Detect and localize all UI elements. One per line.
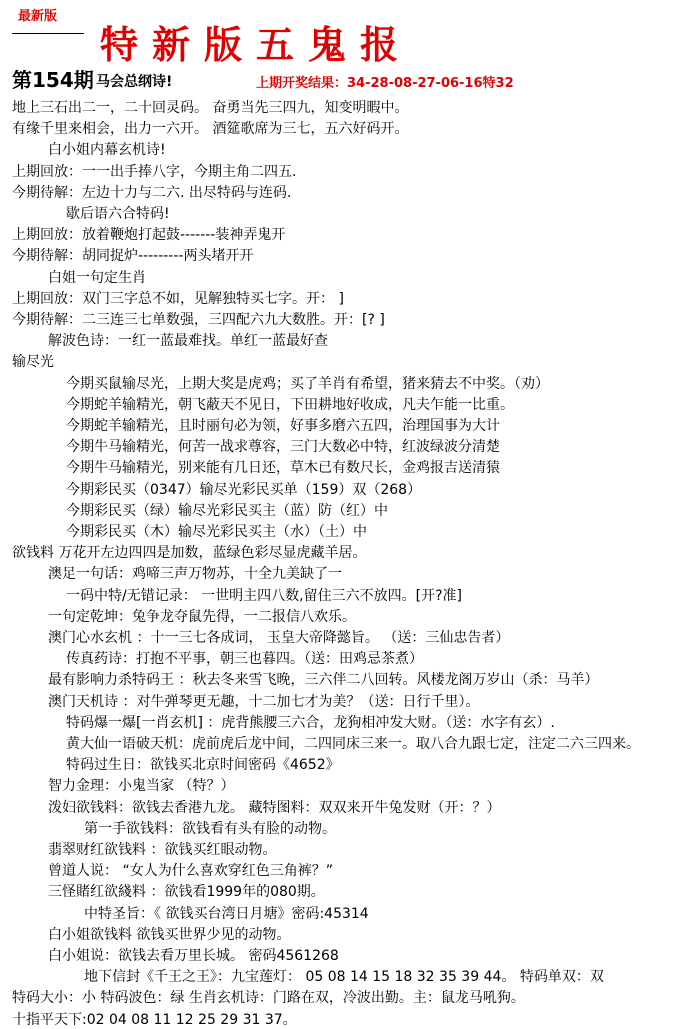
text-line: 地上三石出二一，二十回灵码。 奋勇当先三四九，知变明暇中。 xyxy=(12,100,409,116)
text-line: 白姐一句定生肖 xyxy=(48,270,146,286)
text-line: 今期牛马输精光，何苦一战求尊容，三门大数必中特，红波绿波分清楚 xyxy=(66,439,500,455)
text-line: 十指平天下:02 04 08 11 12 25 29 31 37。 xyxy=(12,1012,297,1028)
text-line: 澳足一句话：鸡啼三声万物苏，十全九美缺了一 xyxy=(48,566,342,582)
text-line: 特码爆一爆[一肖玄机] ：虎背熊腰三六合，龙狗相冲发大财。（送：水字有玄）. xyxy=(66,715,555,731)
text-line: 白小姐欲钱料 欲钱买世界少见的动物。 xyxy=(48,927,291,943)
text-line: 白小姐内幕玄机诗! xyxy=(48,142,166,158)
text-line: 今期牛马输精光，别来能有几日还，草木已有数尺长，金鸡报吉送清猿 xyxy=(66,460,500,476)
text-line: 今期蛇羊输精光，且时丽句必为领，好事多磨六五四，治理国事为大计 xyxy=(66,418,500,434)
text-line: 上期回放：放着鞭炮打起鼓-------装神弄鬼开 xyxy=(12,227,286,243)
text-line: 第一手欲钱料：欲钱看有头有脸的动物。 xyxy=(84,821,336,837)
text-line: 今期彩民买（木）输尽光彩民买主（水）（土）中 xyxy=(66,524,367,540)
text-line: 澳门心水玄机 ：十一三七各成词， 玉皇大帝降懿旨。 （送：三仙忠告者） xyxy=(48,630,510,646)
latest-edition-badge: 最新版 xyxy=(18,9,58,24)
text-line: 曾道人说： “女人为什么喜欢穿红色三角裤？” xyxy=(48,863,333,879)
text-line: 智力金理：小鬼当家 （特？） xyxy=(48,778,235,794)
text-line: 今期待解：二三连三七单数强，三四配六九大数胜。开：[? ] xyxy=(12,312,385,328)
issue-number: 第154期 xyxy=(12,68,94,92)
text-line: 澳门天机诗 ：对牛弹琴更无趣，十二加七才为美？（送：日行千里）。 xyxy=(48,694,480,710)
text-line: 今期彩民买（绿）输尽光彩民买主（蓝）防（红）中 xyxy=(66,503,388,519)
page-title: 特新版五鬼报 xyxy=(100,22,413,67)
text-line: 欲钱料 万花开左边四四是加数，蓝绿色彩尽显虎藏羊居。 xyxy=(12,545,367,561)
general-poem-heading: 马会总纲诗! xyxy=(96,74,173,90)
text-line: 黄大仙一语破天机：虎前虎后龙中间，二四同床三来一。取八合九跟七定，注定二六三四来。 xyxy=(66,736,640,752)
text-line: 上期回放：双门三字总不如，见解独特买七字。开： ] xyxy=(12,291,344,307)
last-draw-result: 上期开奖结果：34-28-08-27-06-16特32 xyxy=(256,76,514,91)
text-line: 传真药诗：打抱不平事，朝三也暮四。（送：田鸡忌茶煮） xyxy=(66,651,423,667)
text-line: 有缘千里来相会，出力一六开。 酒筵歌席为三七，五六好码开。 xyxy=(12,121,409,137)
text-line: 歇后语六合特码! xyxy=(66,206,170,222)
text-line: 今期待解：左边十力与二六. 出尽特码与连码. xyxy=(12,185,292,201)
text-line: 泼妇欲钱料：欲钱去香港九龙。 藏特图料：双双来开牛兔发财（开：？） xyxy=(48,800,501,816)
text-line: 今期彩民买（0347）输尽光彩民买单（159）双（268） xyxy=(66,482,422,498)
text-line: 最有影响力杀特码王 ：秋去冬来雪飞晚，三六伴二八回转。风楼龙阁万岁山（杀：马羊） xyxy=(48,672,599,688)
text-line: 解波色诗：一红一蓝最难找。单红一蓝最好查 xyxy=(48,333,328,349)
text-line: 地下信封《千王之王》：九宝莲灯： 05 08 14 15 18 32 35 39 44。 特码单双：双 xyxy=(84,969,604,985)
text-line: 今期蛇羊输精光，朝飞蔽天不见日，下田耕地好收成，凡夫乍能一比重。 xyxy=(66,397,514,413)
text-line: 今期买鼠输尽光，上期大奖是虎鸡；买了羊肖有希望，猪来猜去不中奖。（劝） xyxy=(66,376,549,392)
text-line: 输尽光 xyxy=(12,354,54,370)
text-line: 三怪賭红欲綫料 ：欲钱看1999年的080期。 xyxy=(48,884,325,900)
text-line: 一码中特/无错记录： 一世明主四八数,留住三六不放四。[开?准] xyxy=(66,588,462,604)
text-line: 特码过生日：欲钱买北京时间密码《4652》 xyxy=(66,757,340,773)
text-line: 翡翠财红欲钱料 ：欲钱买红眼动物。 xyxy=(48,842,277,858)
text-line: 一句定乾坤：兔争龙夺鼠先得，一二报信八欢乐。 xyxy=(48,609,356,625)
text-line: 白小姐说：欲钱去看万里长城。 密码4561268 xyxy=(48,948,339,964)
text-line: 中特圣旨：《 欲钱买台湾日月塘》密码:45314 xyxy=(84,906,369,922)
badge-underline xyxy=(12,33,84,34)
text-line: 今期待解：胡同捉炉---------两头堵开开 xyxy=(12,248,254,264)
text-line: 上期回放：一一出手捧八字，今期主角二四五. xyxy=(12,164,297,180)
text-line: 特码大小：小 特码波色：绿 生肖玄机诗：门路在双，冷波出勤。主：鼠龙马吼狗。 xyxy=(12,990,525,1006)
